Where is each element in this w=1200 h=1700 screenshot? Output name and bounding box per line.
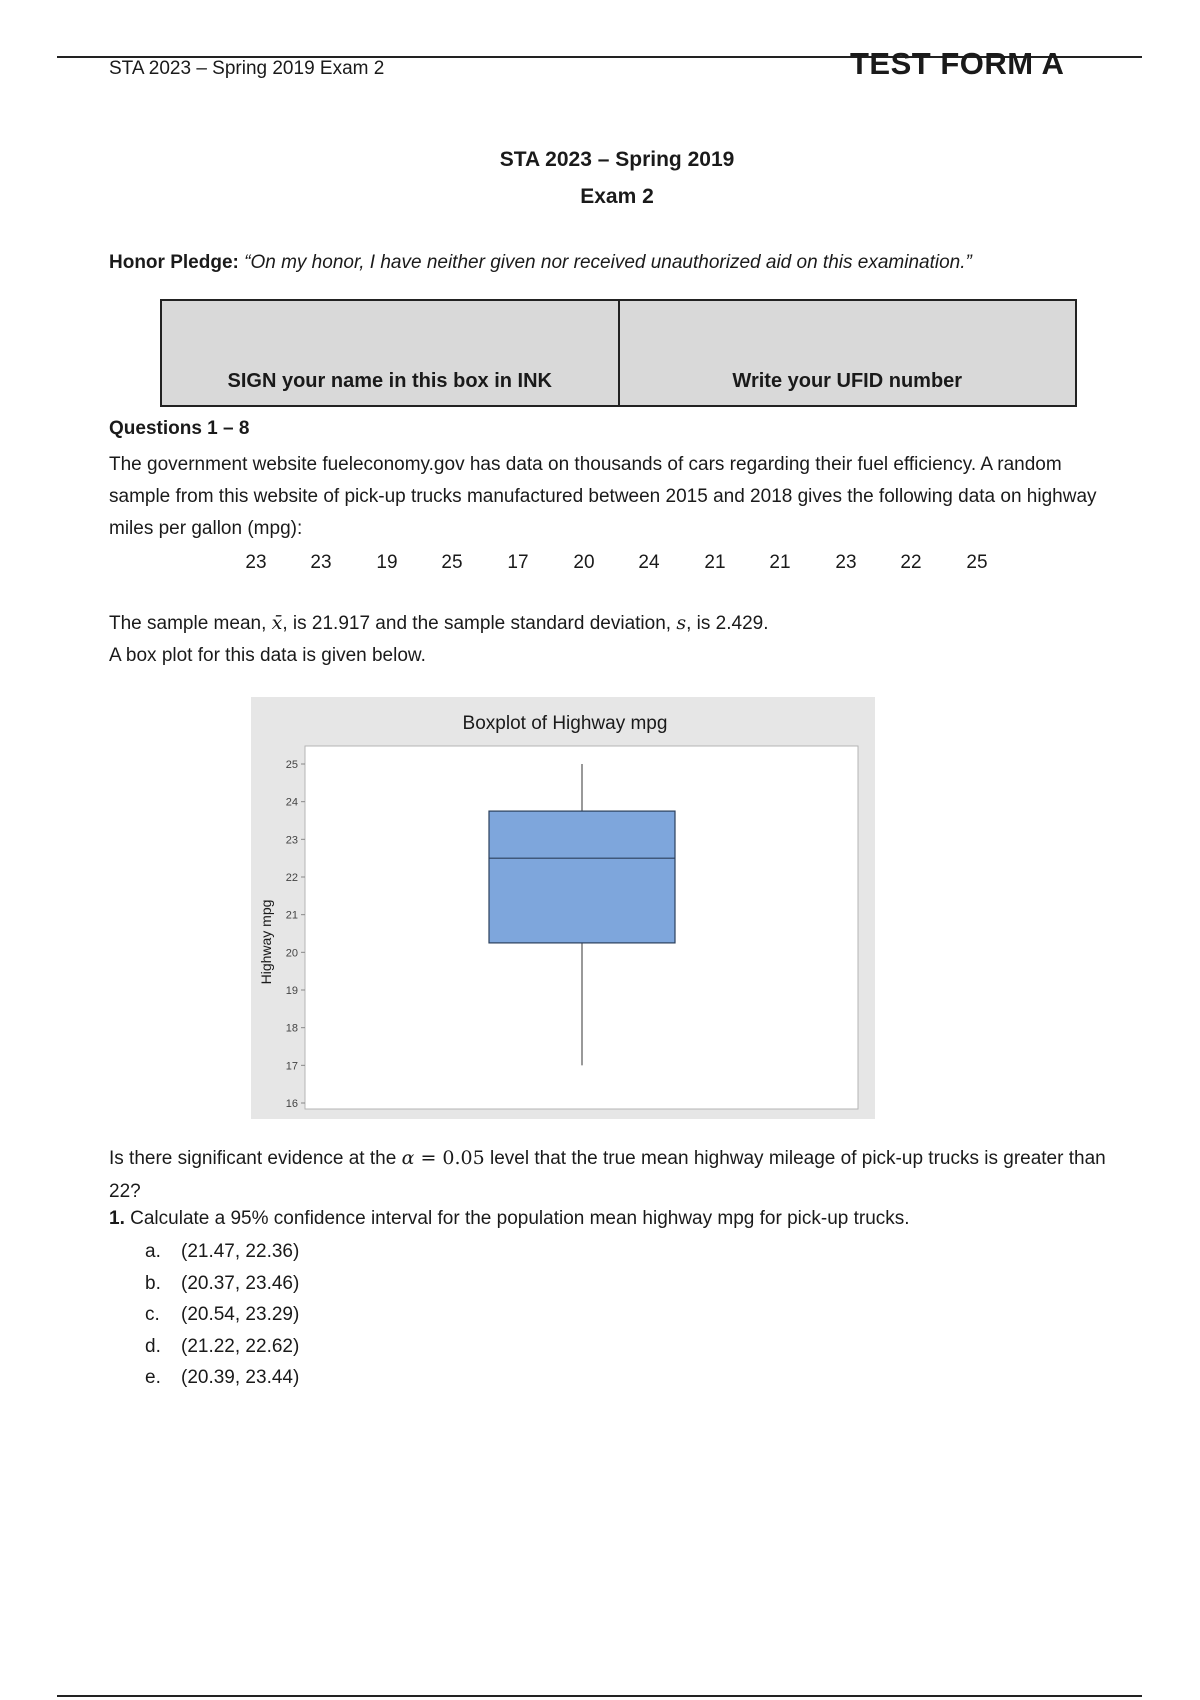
boxplot-chart: [251, 697, 875, 1119]
option-letter: d.: [145, 1336, 161, 1357]
s-symbol: s: [676, 612, 687, 634]
data-value: 25: [441, 552, 463, 573]
ufid-field[interactable]: [618, 301, 1076, 405]
y-tick-label: 18: [285, 1022, 298, 1035]
data-value: 19: [376, 552, 398, 573]
data-value: 23: [310, 552, 332, 573]
question-intro-prefix: Is there significant evidence at the: [109, 1148, 402, 1169]
alpha-value: = 0.05: [414, 1147, 485, 1169]
data-value: 20: [573, 552, 595, 573]
data-value: 22: [900, 552, 922, 573]
data-value: 23: [245, 552, 267, 573]
y-tick-label: 23: [285, 834, 298, 847]
signature-field[interactable]: [162, 301, 618, 405]
sample-stats: [109, 612, 769, 635]
option-text: (20.37, 23.46): [181, 1273, 300, 1294]
data-value: 24: [638, 552, 660, 573]
exam-subtitle: Exam 2: [580, 185, 654, 208]
data-value: 21: [704, 552, 726, 573]
header-course: STA 2023 – Spring 2019 Exam 2: [109, 58, 385, 79]
ufid-label: Write your UFID number: [732, 370, 963, 392]
footer-rule: [57, 1695, 1142, 1697]
test-form-label: TEST FORM A: [850, 46, 1065, 81]
answer-option-b[interactable]: [145, 1273, 299, 1295]
option-letter: e.: [145, 1367, 161, 1388]
answer-option-e[interactable]: [145, 1367, 299, 1389]
signature-label: SIGN your name in this box in INK: [227, 370, 552, 392]
option-letter: b.: [145, 1273, 161, 1294]
y-tick-label: 25: [285, 759, 298, 771]
y-axis-label: Highway mpg: [258, 899, 274, 985]
answer-option-c[interactable]: [145, 1304, 299, 1326]
option-text: (21.47, 22.36): [181, 1241, 300, 1262]
data-value: 17: [507, 552, 529, 573]
option-letter: c.: [145, 1304, 160, 1325]
xbar-symbol: x̄: [271, 612, 283, 634]
option-text: (20.54, 23.29): [181, 1304, 300, 1325]
signature-box: [160, 299, 1077, 407]
data-value: 23: [835, 552, 857, 573]
chart-title: Boxplot of Highway mpg: [462, 713, 668, 734]
question-1-text: Calculate a 95% confidence interval for the population mean highway mpg for pick-up trucks.: [130, 1208, 910, 1229]
honor-pledge-label: Honor Pledge:: [109, 252, 239, 273]
y-tick-label: 19: [285, 985, 298, 997]
y-tick-label: 24: [285, 796, 298, 809]
sample-stats-prefix: The sample mean,: [109, 613, 272, 634]
question-1-number: 1.: [109, 1208, 125, 1229]
honor-pledge: [109, 252, 972, 274]
question-intro: [109, 1142, 1109, 1208]
sample-stats-suffix: , is 2.429.: [686, 613, 769, 634]
y-tick-label: 17: [285, 1060, 298, 1073]
y-tick-label: 16: [285, 1098, 298, 1110]
option-letter: a.: [145, 1241, 161, 1262]
question-intro-suffix: level that the true mean highway mileage of pick-up trucks is greater than 22?: [109, 1148, 1106, 1202]
option-text: (20.39, 23.44): [181, 1367, 300, 1388]
iqr-box: [489, 811, 675, 943]
data-value: 25: [966, 552, 988, 573]
questions-heading: Questions 1 – 8: [109, 418, 250, 439]
answer-option-a[interactable]: [145, 1241, 299, 1263]
y-tick-label: 21: [285, 909, 298, 922]
boxplot-intro: A box plot for this data is given below.: [109, 645, 426, 666]
data-value: 21: [769, 552, 791, 573]
sample-stats-middle: , is 21.917 and the sample standard deviation,: [282, 613, 677, 634]
y-tick-label: 22: [285, 872, 298, 884]
answer-option-d[interactable]: [145, 1336, 299, 1358]
honor-pledge-text: “On my honor, I have neither given nor received unauthorized aid on this examination.”: [244, 252, 972, 273]
y-tick-label: 20: [285, 947, 298, 960]
exam-title: STA 2023 – Spring 2019: [499, 148, 735, 171]
option-text: (21.22, 22.62): [181, 1336, 300, 1357]
alpha-symbol: α: [401, 1147, 415, 1169]
intro-paragraph: The government website fueleconomy.gov has data on thousands of cars regarding their fuel efficiency. A random sample from this website of pick-up trucks manufactured between 2015 and 2018 gives the following data on highway miles per gallon (mpg):: [109, 454, 1097, 539]
question-1: [109, 1208, 910, 1230]
